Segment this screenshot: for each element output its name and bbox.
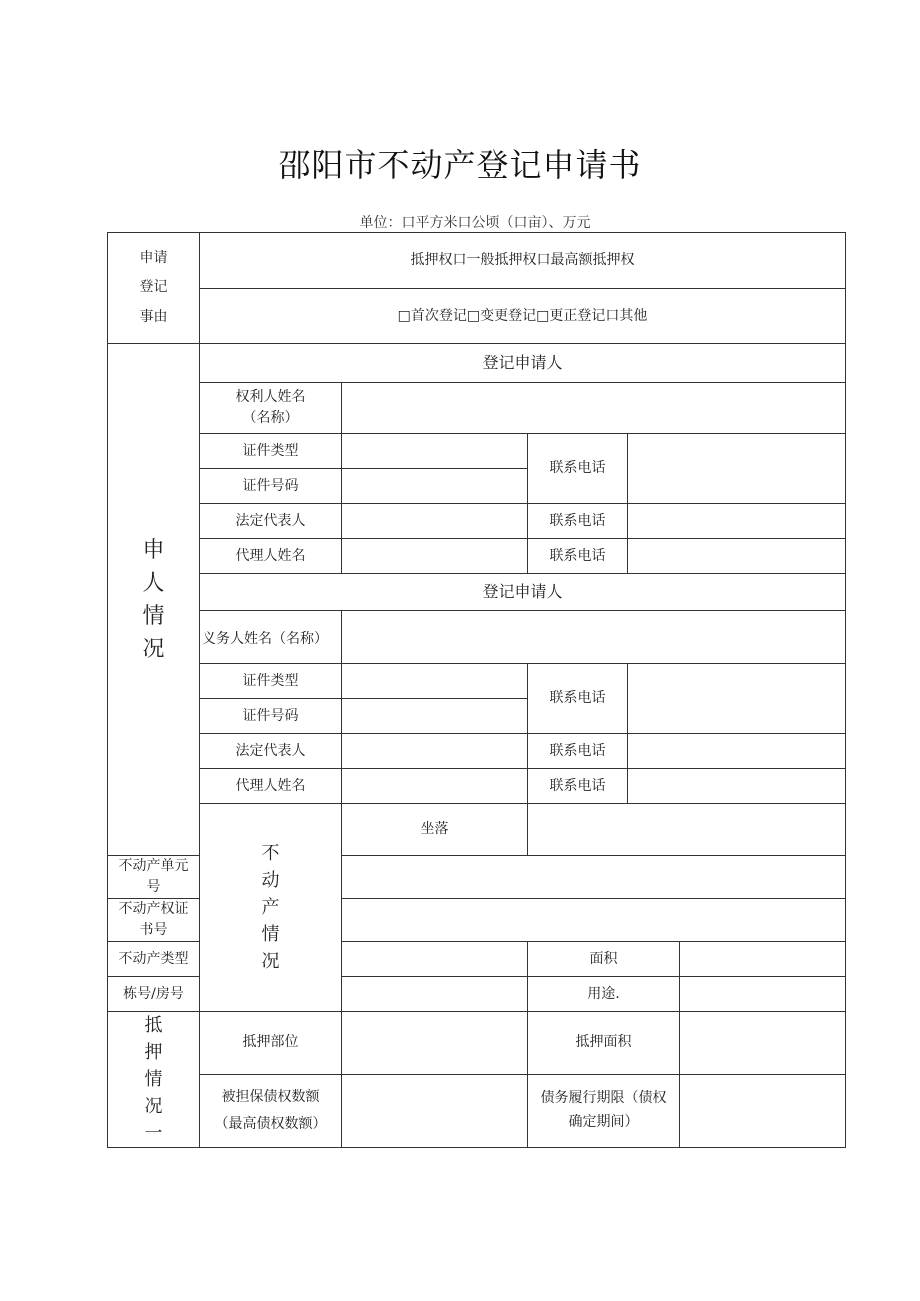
unit-number-label: 不动产单元号 — [108, 856, 200, 899]
holder-header: 登记申请人 — [200, 344, 846, 383]
holder-legal-rep-phone-label: 联系电话 — [528, 504, 628, 539]
property-type-field[interactable] — [342, 942, 528, 977]
holder-agent-label: 代理人姓名 — [200, 539, 342, 574]
cert-number-field[interactable] — [342, 899, 846, 942]
obligor-phone-field[interactable] — [628, 664, 846, 734]
mortgage-area-field[interactable] — [680, 1012, 846, 1075]
reason-label: 申请 登记 事由 — [108, 233, 200, 344]
holder-name-field[interactable] — [342, 383, 846, 434]
usage-label: 用途. — [528, 977, 680, 1012]
mortgage-part-field[interactable] — [342, 1012, 528, 1075]
obligor-agent-phone-field[interactable] — [628, 769, 846, 804]
obligor-agent-field[interactable] — [342, 769, 528, 804]
holder-id-number-label: 证件号码 — [200, 469, 342, 504]
usage-field[interactable] — [680, 977, 846, 1012]
mortgage-section-label: 抵 押 情 况 一 — [108, 1012, 200, 1148]
building-room-label: 栋号/房号 — [108, 977, 200, 1012]
area-label: 面积 — [528, 942, 680, 977]
applicant-section-label: 申 人 情 况 — [108, 344, 200, 856]
mortgage-options[interactable]: 抵押权口一般抵押权口最高额抵押权 — [200, 233, 846, 289]
obligor-agent-phone-label: 联系电话 — [528, 769, 628, 804]
holder-legal-rep-phone-field[interactable] — [628, 504, 846, 539]
building-room-field[interactable] — [342, 977, 528, 1012]
secured-amount-label: 被担保债权数额 （最高债权数额） — [200, 1074, 342, 1147]
obligor-legal-rep-label: 法定代表人 — [200, 734, 342, 769]
holder-id-type-label: 证件类型 — [200, 434, 342, 469]
holder-id-number-field[interactable] — [342, 469, 528, 504]
debt-term-field[interactable] — [680, 1074, 846, 1147]
unit-line: 单位：口平方米口公顷（口亩）、万元 — [359, 215, 591, 231]
obligor-header: 登记申请人 — [200, 574, 846, 611]
holder-agent-field[interactable] — [342, 539, 528, 574]
unit-number-field[interactable] — [342, 856, 846, 899]
page-title: 邵阳市不动产登记申请书 — [278, 146, 642, 184]
obligor-legal-rep-phone-label: 联系电话 — [528, 734, 628, 769]
secured-amount-field[interactable] — [342, 1074, 528, 1147]
holder-agent-phone-label: 联系电话 — [528, 539, 628, 574]
holder-name-label: 权利人姓名 （名称） — [200, 383, 342, 434]
mortgage-part-label: 抵押部位 — [200, 1012, 342, 1075]
debt-term-label: 债务履行期限（债权 确定期间） — [528, 1074, 680, 1147]
obligor-id-type-field[interactable] — [342, 664, 528, 699]
registration-options[interactable]: □首次登记□变更登记□更正登记口其他 — [200, 289, 846, 344]
obligor-id-number-field[interactable] — [342, 699, 528, 734]
obligor-name-label: 义务人姓名（名称） — [200, 611, 342, 664]
holder-phone-field[interactable] — [628, 434, 846, 504]
holder-agent-phone-field[interactable] — [628, 539, 846, 574]
obligor-legal-rep-field[interactable] — [342, 734, 528, 769]
holder-legal-rep-field[interactable] — [342, 504, 528, 539]
obligor-agent-label: 代理人姓名 — [200, 769, 342, 804]
holder-phone-label: 联系电话 — [528, 434, 628, 504]
holder-legal-rep-label: 法定代表人 — [200, 504, 342, 539]
obligor-legal-rep-phone-field[interactable] — [628, 734, 846, 769]
location-field[interactable] — [528, 804, 846, 856]
holder-id-type-field[interactable] — [342, 434, 528, 469]
area-field[interactable] — [680, 942, 846, 977]
property-type-label: 不动产类型 — [108, 942, 200, 977]
location-label: 坐落 — [342, 804, 528, 856]
obligor-phone-label: 联系电话 — [528, 664, 628, 734]
obligor-id-number-label: 证件号码 — [200, 699, 342, 734]
mortgage-area-label: 抵押面积 — [528, 1012, 680, 1075]
obligor-id-type-label: 证件类型 — [200, 664, 342, 699]
application-form — [107, 232, 846, 1148]
property-section-label: 不 动 产 情 况 — [200, 804, 342, 1012]
obligor-name-field[interactable] — [342, 611, 846, 664]
cert-number-label: 不动产权证书号 — [108, 899, 200, 942]
